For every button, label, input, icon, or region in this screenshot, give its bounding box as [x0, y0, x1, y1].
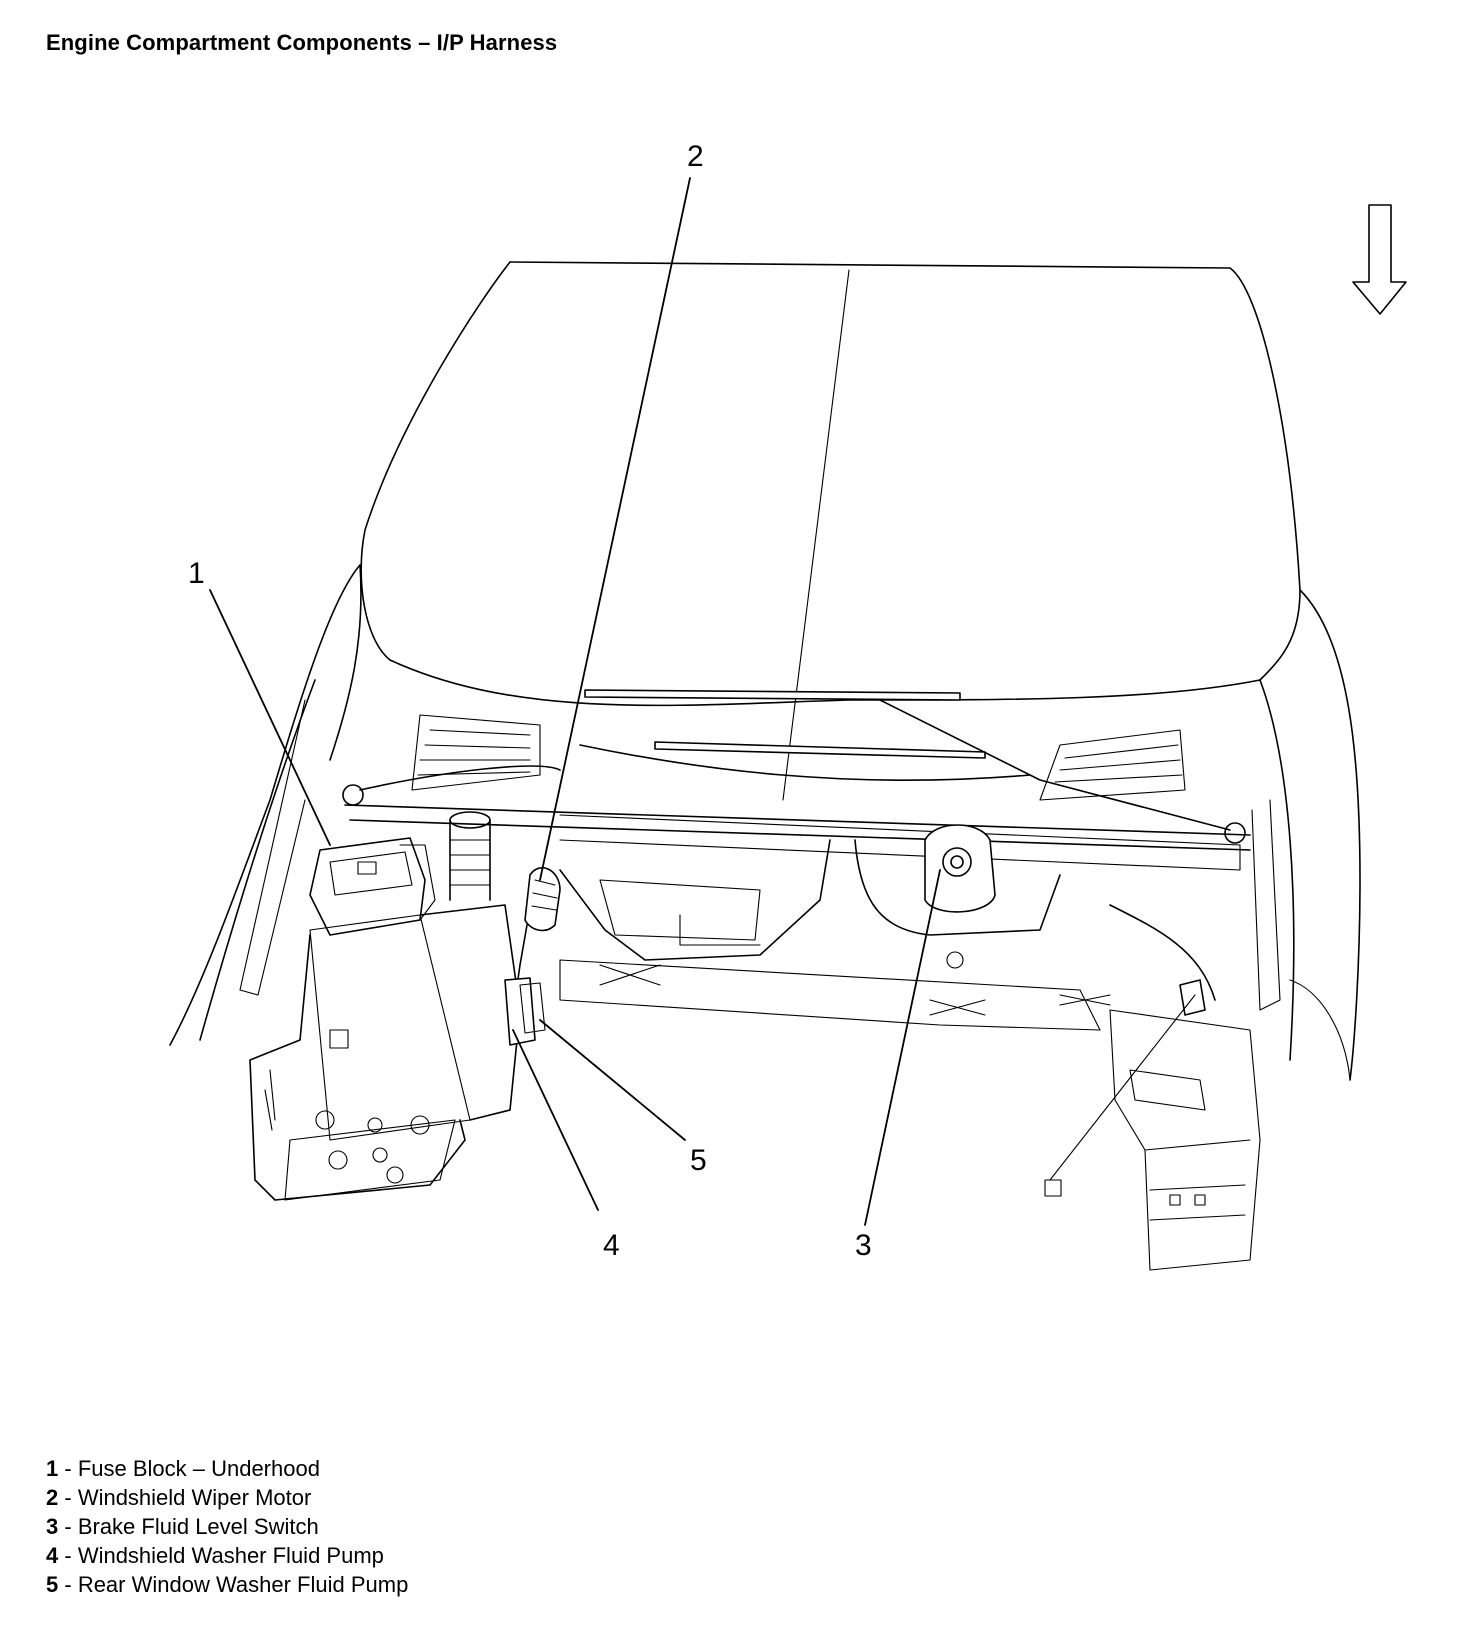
legend-label: Windshield Washer Fluid Pump: [77, 1543, 384, 1568]
washer-pumps: [505, 978, 545, 1045]
legend-separator: -: [58, 1514, 78, 1539]
callout-1: 1: [188, 557, 205, 590]
legend-separator: -: [58, 1485, 78, 1510]
cowl-grille-left: [412, 715, 540, 790]
right-inner-panel: [1045, 905, 1260, 1270]
callout-5: 5: [690, 1144, 707, 1177]
callout-2: 2: [687, 140, 704, 173]
windshield-outline: [361, 262, 1300, 800]
legend-item: [46, 1512, 408, 1541]
legend-label: Brake Fluid Level Switch: [77, 1514, 319, 1539]
legend-item: [46, 1454, 408, 1483]
left-lower-bracket: [250, 935, 465, 1200]
callout-3: 3: [855, 1229, 872, 1262]
legend-label: Windshield Wiper Motor: [77, 1485, 312, 1510]
legend-item: [46, 1541, 408, 1570]
fuse-block-underhood: [310, 838, 435, 935]
legend-number: 4: [46, 1543, 59, 1568]
brake-fluid-reservoir: [925, 825, 995, 968]
legend-separator: -: [58, 1456, 78, 1481]
legend-number: 2: [46, 1485, 59, 1510]
legend-separator: -: [58, 1572, 78, 1597]
firewall: [560, 840, 1110, 1030]
legend-number: 3: [46, 1514, 59, 1539]
down-arrow-icon: [1353, 205, 1406, 314]
legend-separator: -: [58, 1543, 78, 1568]
legend-number: 1: [46, 1456, 59, 1481]
legend-item: [46, 1570, 408, 1599]
legend-item: [46, 1483, 408, 1512]
legend-label: Rear Window Washer Fluid Pump: [77, 1572, 409, 1597]
component-legend: [46, 1454, 408, 1599]
legend-label: Fuse Block – Underhood: [77, 1456, 320, 1481]
legend-number: 5: [46, 1572, 59, 1597]
callout-leaders: [210, 178, 1195, 1225]
cowl-grille-right: [1040, 730, 1185, 800]
right-fender: [1252, 590, 1360, 1080]
left-fender: [170, 565, 361, 1045]
diagram-title: Engine Compartment Components – I/P Harness: [46, 30, 558, 55]
callout-4: 4: [603, 1229, 620, 1262]
